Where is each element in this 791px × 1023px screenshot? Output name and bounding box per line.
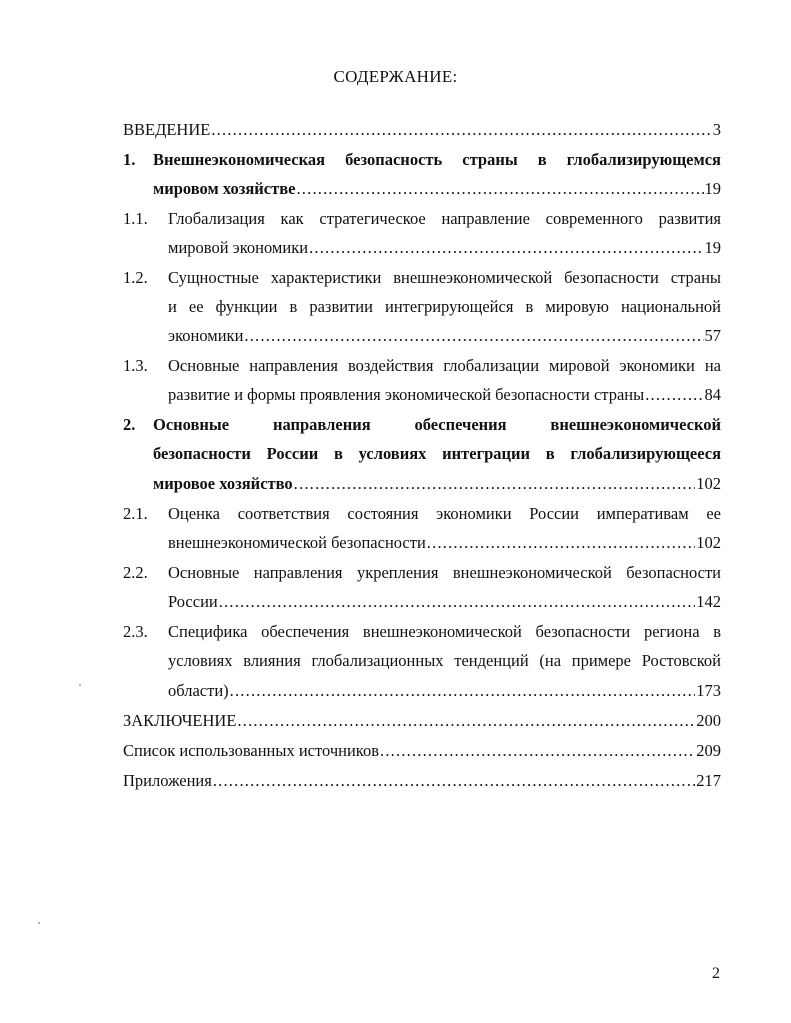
dot-leader <box>296 177 703 201</box>
toc-entry-ch2 <box>123 413 721 437</box>
toc-entry-sources <box>123 739 721 763</box>
dot-leader <box>309 236 703 260</box>
dot-leader <box>237 709 695 733</box>
toc-label: ВВЕДЕНИЕ <box>123 120 211 139</box>
toc-number: 1.3. <box>123 356 148 375</box>
toc-page: 142 <box>696 592 721 611</box>
toc-number: 1.1. <box>123 209 148 228</box>
toc-text-line: экономики <box>168 326 244 345</box>
toc-text-line: условиях влияния глобализационных тенденций (на примере Ростовской <box>168 651 721 670</box>
toc-text-line: Оценка соответствия состояния экономики России императивам ее <box>168 504 721 523</box>
dot-leader <box>427 531 695 555</box>
toc-label: Список использованных источников <box>123 741 379 760</box>
toc-text-line: мировом хозяйстве <box>153 179 296 198</box>
toc-label: Приложения <box>123 771 212 790</box>
toc-text-line: Сущностные характеристики внешнеэкономической безопасности страны <box>168 268 721 287</box>
toc-text-line: Основные направления воздействия глобализации мировой экономики на <box>168 356 721 375</box>
scan-speck <box>38 922 40 924</box>
toc-entry-ch2-cont <box>153 442 721 466</box>
dot-leader <box>294 472 696 496</box>
page-number: 2 <box>712 965 720 982</box>
toc-text-line: России <box>168 592 218 611</box>
toc-entry-1-3-cont <box>168 383 721 407</box>
dot-leader <box>219 590 696 614</box>
toc-text-line: Глобализация как стратегическое направление современного развития <box>168 209 721 228</box>
dot-leader <box>230 679 696 703</box>
toc-page: 217 <box>696 771 721 790</box>
toc-number: 2.3. <box>123 622 148 641</box>
toc-entry-appendix <box>123 769 721 793</box>
toc-number: 1.2. <box>123 268 148 287</box>
scan-speck <box>79 684 81 686</box>
toc-page: 3 <box>712 120 721 139</box>
toc-entry-1-1-cont <box>168 236 721 260</box>
toc-page: 19 <box>704 238 721 257</box>
toc-number: 2. <box>123 415 136 434</box>
toc-entry-2-1 <box>123 502 721 526</box>
toc-entry-1-2-cont2 <box>168 324 721 348</box>
toc-text-line: Специфика обеспечения внешнеэкономической безопасности региона в <box>168 622 721 641</box>
toc-text-line: внешнеэкономической безопасности <box>168 533 426 552</box>
toc-entry-2-2-cont <box>168 590 721 614</box>
toc-entry-1-1 <box>123 207 721 231</box>
toc-entry-2-1-cont <box>168 531 721 555</box>
toc-number: 2.2. <box>123 563 148 582</box>
toc-entry-2-3-cont2 <box>168 679 721 703</box>
toc-text-line: области) <box>168 681 229 700</box>
toc-number: 1. <box>123 150 136 169</box>
dot-leader <box>244 324 703 348</box>
toc-entry-ch2-cont2 <box>153 472 721 496</box>
toc-text-line: мировое хозяйство <box>153 474 293 493</box>
toc-entry-1-2-cont <box>168 295 721 319</box>
toc-page: 84 <box>704 385 721 404</box>
toc-page: 102 <box>696 533 721 552</box>
toc-page: 200 <box>696 711 721 730</box>
toc-entry-ch1 <box>123 148 721 172</box>
toc-entry-2-3 <box>123 620 721 644</box>
toc-entry-intro <box>123 118 721 142</box>
toc-entry-2-3-cont <box>168 649 721 673</box>
toc-text-line: безопасности России в условиях интеграции в глобализирующееся <box>153 444 721 463</box>
dot-leader <box>213 769 695 793</box>
toc-page: 57 <box>704 326 721 345</box>
toc-text-line: Внешнеэкономическая безопасность страны в глобализирующемся <box>153 150 721 169</box>
toc-page: 173 <box>696 681 721 700</box>
dot-leader <box>211 118 711 142</box>
toc-entry-2-2 <box>123 561 721 585</box>
toc-page: 102 <box>696 474 721 493</box>
dot-leader <box>380 739 695 763</box>
toc-text-line: мировой экономики <box>168 238 309 257</box>
toc-entry-1-3 <box>123 354 721 378</box>
toc-text-line: Основные направления укрепления внешнеэкономической безопасности <box>168 563 721 582</box>
page-title: СОДЕРЖАНИЕ: <box>333 67 458 86</box>
toc-text-line: Основные направления обеспечения внешнеэкономической <box>153 415 721 434</box>
toc-number: 2.1. <box>123 504 148 523</box>
toc-entry-ch1-cont <box>153 177 721 201</box>
toc-page: 19 <box>704 179 721 198</box>
toc-label: ЗАКЛЮЧЕНИЕ <box>123 711 237 730</box>
dot-leader <box>645 383 703 407</box>
toc-text-line: и ее функции в развитии интегрирующейся в мировую национальной <box>168 297 721 316</box>
toc-entry-1-2 <box>123 266 721 290</box>
toc-entry-conclusion <box>123 709 721 733</box>
toc-text-line: развитие и формы проявления экономической безопасности страны <box>168 385 645 404</box>
toc-page: 209 <box>696 741 721 760</box>
